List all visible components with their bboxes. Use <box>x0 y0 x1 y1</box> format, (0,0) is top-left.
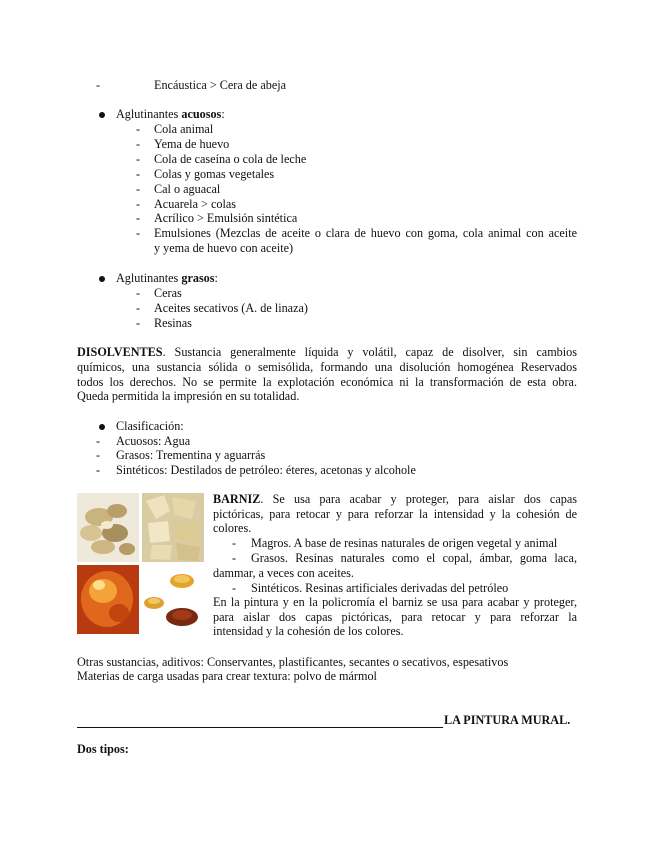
dash-marker: - <box>96 434 101 448</box>
list-item: Yema de huevo <box>154 137 230 151</box>
list-item: Resinas <box>154 316 192 330</box>
dash-marker: - <box>136 316 141 330</box>
classification-title: Clasificación: <box>116 419 184 433</box>
solvents-line-3: todos los derechos. No se permite la explotación económica ni la transformación de esta obra. <box>77 375 577 389</box>
dash-marker: - <box>136 182 141 196</box>
list-item-emulsions-cont: y yema de huevo con aceite) <box>154 241 294 255</box>
varnish-bold: BARNIZ <box>213 492 261 506</box>
varnish-para-line-2: para aislar dos capas pictóricas, para retocar y para reforzar la <box>213 610 577 624</box>
resin-image-1-graphic <box>77 493 139 562</box>
varnish-text: . Se usa para acabar y proteger, para aislar dos capas <box>260 492 577 506</box>
varnish-para-line-1: En la pintura y en la policromía el barniz se usa para acabar y proteger, <box>213 595 577 609</box>
two-types-label: Dos tipos: <box>77 742 129 756</box>
varnish-sub-grasos: Grasos. Resinas naturales como el copal, ámbar, goma laca, <box>251 551 577 565</box>
varnish-sub-sinteticos: Sintéticos. Resinas artificiales derivadas del petróleo <box>251 581 509 595</box>
dash-marker: - <box>136 137 141 151</box>
resin-image-4-graphic <box>142 565 204 634</box>
resin-images <box>77 493 204 634</box>
varnish-line-1 <box>213 492 577 507</box>
varnish-sub-grasos-cont: dammar, a veces con aceites. <box>213 566 354 580</box>
varnish-line-3: colores. <box>213 521 252 535</box>
solvents-bold: DISOLVENTES <box>77 345 163 359</box>
fatty-suffix: : <box>214 271 218 285</box>
aqueous-prefix: Aglutinantes <box>116 107 182 121</box>
dash-marker: - <box>232 536 237 550</box>
dash-marker: - <box>136 197 141 211</box>
list-item: Acrílico > Emulsión sintética <box>154 211 298 225</box>
resin-image-3 <box>77 565 139 634</box>
dash-marker: - <box>136 286 141 300</box>
varnish-sub-magros: Magros. A base de resinas naturales de origen vegetal y animal <box>251 536 558 550</box>
solvents-line-2: químicos, una sustancia sólida o semisólida, formando una disolución homogénea Reservados <box>77 360 577 374</box>
list-item: Cola animal <box>154 122 214 136</box>
list-item: Grasos: Trementina y aguarrás <box>116 448 266 462</box>
heading-underline-rule <box>77 727 443 728</box>
list-item: Sintéticos: Destilados de petróleo: éteres, acetonas y alcohole <box>116 463 416 477</box>
bullet-icon <box>99 276 105 282</box>
list-item: Cola de caseína o cola de leche <box>154 152 307 166</box>
fatty-heading <box>116 271 218 286</box>
list-item: Cal o aguacal <box>154 182 221 196</box>
dash-marker: - <box>232 551 237 565</box>
fatty-prefix: Aglutinantes <box>116 271 182 285</box>
filler-materials-line: Materias de carga usadas para crear textura: polvo de mármol <box>77 669 377 683</box>
dash-marker: - <box>232 581 237 595</box>
solvents-line-4: Queda permitida la impresión en su totalidad. <box>77 389 300 403</box>
section-heading: LA PINTURA MURAL. <box>444 713 571 727</box>
list-item: Acuosos: Agua <box>116 434 191 448</box>
list-item: Acuarela > colas <box>154 197 236 211</box>
list-item-emulsions: Emulsiones (Mezclas de aceite o clara de huevo con goma, cola animal con aceite <box>154 226 577 240</box>
dash-marker: - <box>136 211 141 225</box>
fatty-bold: grasos <box>181 271 215 285</box>
bullet-icon <box>99 112 105 118</box>
dash-marker: - <box>136 122 141 136</box>
varnish-para-line-3: intensidad y la cohesión de los colores. <box>213 624 404 638</box>
aqueous-heading <box>116 107 225 122</box>
aqueous-bold: acuosos <box>181 107 222 121</box>
resin-image-4 <box>142 565 204 634</box>
dash-marker: - <box>96 463 101 477</box>
dash-marker: - <box>136 167 141 181</box>
resin-image-3-graphic <box>77 565 139 634</box>
list-item: Ceras <box>154 286 182 300</box>
bullet-icon <box>99 424 105 430</box>
dash-marker: - <box>136 301 141 315</box>
resin-image-2 <box>142 493 204 562</box>
list-item-text: Encáustica > Cera de abeja <box>154 78 287 92</box>
aqueous-suffix: : <box>221 107 225 121</box>
resin-image-2-graphic <box>142 493 204 562</box>
dash-marker: - <box>136 226 141 240</box>
list-item: Colas y gomas vegetales <box>154 167 275 181</box>
resin-image-1 <box>77 493 139 562</box>
dash-marker: - <box>96 448 101 462</box>
other-substances-line: Otras sustancias, aditivos: Conservantes, plastificantes, secantes o secativos, espesativos <box>77 655 509 669</box>
varnish-line-2: pictóricas, para retocar y para reforzar la intensidad y la cohesión de <box>213 507 577 521</box>
dash-marker: - <box>136 152 141 166</box>
list-item-encaustica <box>154 78 286 93</box>
solvents-text: . Sustancia generalmente líquida y volátil, capaz de disolver, sin cambios <box>162 345 577 359</box>
list-item: Aceites secativos (A. de linaza) <box>154 301 308 315</box>
solvents-line-1 <box>77 345 577 360</box>
